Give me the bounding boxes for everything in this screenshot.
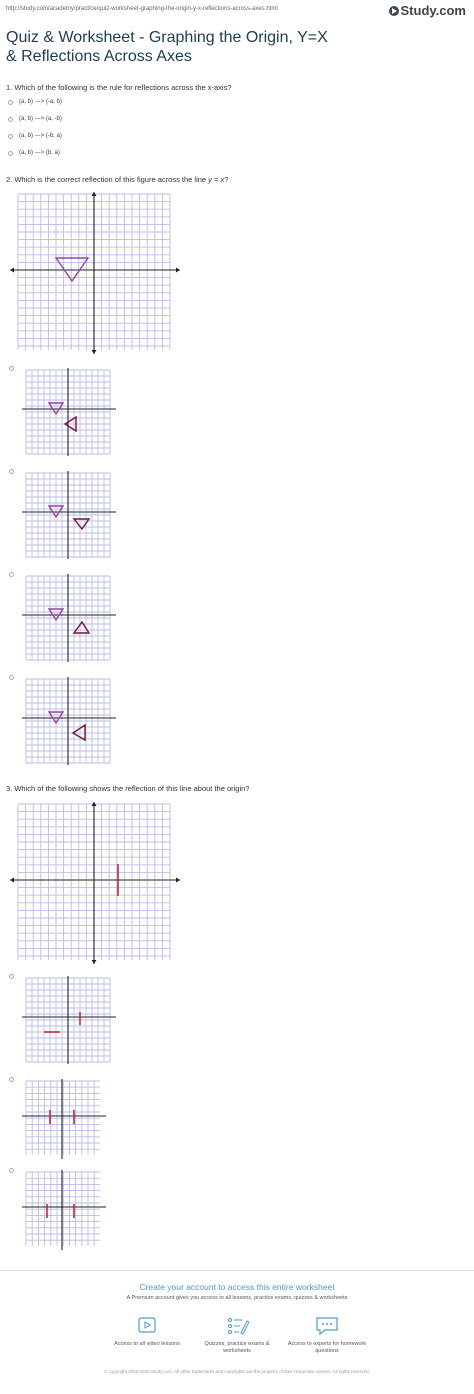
- q3-option-a-radio[interactable]: [9, 974, 14, 979]
- q2-option-c-graph[interactable]: [22, 574, 116, 662]
- premium-description: A Premium account gives you access to all lessons, practice exams, quizzes & worksheets: [126, 1295, 348, 1301]
- video-lessons-icon: [134, 1315, 160, 1337]
- q2-option-b-graph[interactable]: [22, 471, 116, 559]
- q2-option-d-graph[interactable]: [22, 677, 116, 765]
- reflected-triangle: [74, 519, 89, 529]
- q3-option-c-radio[interactable]: [9, 1168, 14, 1173]
- axis-arrow: [10, 268, 14, 273]
- feature-video-lessons: Access to all video lessons: [102, 1315, 192, 1348]
- page-title: Quiz & Worksheet - Graphing the Origin, Y=X & Reflections Across Axes: [6, 29, 328, 65]
- q2-option-d-radio[interactable]: [9, 675, 14, 680]
- q3-option-b-graph[interactable]: [22, 1079, 106, 1159]
- study-logo[interactable]: Study.com: [389, 3, 467, 18]
- q1-option-a[interactable]: (a, b) ---> (-a, b): [8, 99, 62, 105]
- q3-option-b-radio[interactable]: [9, 1077, 14, 1082]
- q1-option-b[interactable]: (a, b) ---> (a, -b): [8, 116, 62, 122]
- question-1: 1. Which of the following is the rule for reflections across the x-axis?: [6, 83, 232, 92]
- radio-button[interactable]: [8, 134, 13, 139]
- q1-option-c[interactable]: (a, b) ---> (-b, a): [8, 133, 62, 139]
- question-2: 2. Which is the correct reflection of this figure across the line y = x?: [6, 175, 229, 184]
- q2-option-b-radio[interactable]: [9, 469, 14, 474]
- feature-experts: Access to experts for homework questions: [282, 1315, 372, 1355]
- page-url: http://study.com/academy/practice/quiz-worksheet-graphing-the-origin-y-x-reflections-across-axes.html: [6, 6, 278, 12]
- coordinate-grid: [26, 1081, 100, 1155]
- axis-arrow: [176, 878, 180, 883]
- axis-arrow: [92, 960, 97, 964]
- q2-option-a-graph[interactable]: [22, 368, 116, 456]
- axis-arrow: [10, 878, 14, 883]
- q3-option-a-graph[interactable]: [22, 976, 116, 1064]
- coordinate-grid: [26, 1172, 100, 1246]
- q2-option-a-radio[interactable]: [9, 366, 14, 371]
- copyright-notice: © copyright 2003-2020 Study.com. All other trademarks and copyrights are the property of their respective owners. All rights reserved.: [104, 1369, 370, 1374]
- feature-quizzes: Quizzes, practice exams & worksheets: [192, 1315, 282, 1355]
- q2-option-c-radio[interactable]: [9, 572, 14, 577]
- axis-arrow: [92, 350, 97, 354]
- radio-button[interactable]: [8, 100, 13, 105]
- radio-button[interactable]: [8, 117, 13, 122]
- question-3: 3. Which of the following shows the reflection of this line about the origin?: [6, 784, 250, 793]
- q3-figure-graph: [10, 802, 180, 964]
- q1-option-d[interactable]: (a, b) ---> (b, a): [8, 150, 60, 156]
- experts-chat-icon: [314, 1315, 340, 1337]
- play-logo-icon: [389, 6, 399, 16]
- create-account-link[interactable]: Create your account to access this entire worksheet: [139, 1282, 335, 1292]
- axis-arrow: [176, 268, 180, 273]
- q3-option-c-graph[interactable]: [22, 1170, 106, 1250]
- quizzes-icon: [224, 1315, 250, 1337]
- q2-figure-graph: [10, 192, 180, 354]
- radio-button[interactable]: [8, 151, 13, 156]
- footer-divider: [0, 1270, 474, 1271]
